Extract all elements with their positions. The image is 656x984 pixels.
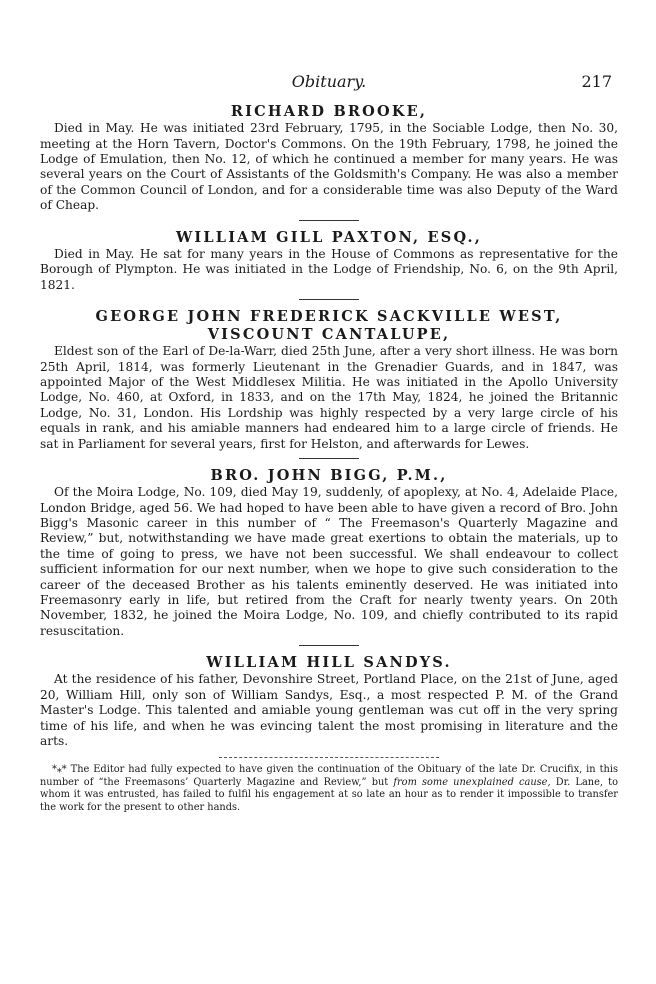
section-divider bbox=[299, 299, 359, 300]
obituary-entry-cantalupe bbox=[40, 308, 618, 452]
entry-body: Of the Moira Lodge, No. 109, died May 19, suddenly, of apoplexy, at No. 4, Adelaide Place, London Bridge, aged 56. We had hoped to have been able to have given a record of Bro. John Bigg's Masonic career in this number of “ The Freemason's Quarterly Magazine and Review,” but, notwithstanding we have made great exertions to obtain the materials, up to the time of going to press, we have not been successful. We shall endeavour to collect sufficient information for our next number, when we hope to give such consideration to the career of the deceased Brother as his talents eminently deserved. He was initiated into Freemasonry early in life, but retired from the Craft for nearly twenty years. On 20th November, 1832, he joined the Moira Lodge, No. 109, and chiefly contributed to its rapid resuscitation. bbox=[40, 485, 618, 638]
obituary-entry-bigg bbox=[40, 467, 618, 639]
article-column bbox=[40, 103, 618, 814]
section-divider bbox=[299, 645, 359, 646]
entry-title: RICHARD BROOKE, bbox=[230, 103, 428, 120]
page-header bbox=[40, 72, 618, 92]
entry-body: Eldest son of the Earl of De-la-Warr, died 25th June, after a very short illness. He was born 25th April, 1814, was formerly Lieutenant in the Grenadier Guards, and in 1847, was appointed Major of the West Middlesex Militia. He was initiated in the Apollo University Lodge, No. 460, at Oxford, in 1833, and on the 17th May, 1824, he joined the Britannic Lodge, No. 31, London. His Lordship was highly respected by a very large circle of his equals in rank, and his amiable manners had endeared him to a large circle of friends. He sat in Parliament for several years, first for Helston, and afterwards for Lewes. bbox=[40, 344, 618, 451]
editor-note-italic: from some unexplained cause, bbox=[393, 776, 551, 788]
footnote-divider bbox=[219, 757, 439, 758]
obituary-entry-sandys bbox=[40, 654, 618, 749]
entry-title: WILLIAM HILL SANDYS. bbox=[206, 654, 452, 672]
running-title: Obituary. bbox=[291, 72, 367, 91]
entry-title: WILLIAM GILL PAXTON, ESQ., bbox=[175, 228, 483, 246]
entry-title: GEORGE JOHN FREDERICK SACKVILLE WEST, bbox=[95, 307, 563, 325]
entry-body: At the residence of his father, Devonshire Street, Portland Place, on the 21st of June, aged 20, William Hill, only son of William Sandys, Esq., a most respected P. M. of the Grand Master's Lodge. This talented and amiable young gentleman was cut off in the very spring time of his life, and when he was evincing talent the most promising in literature and the arts. bbox=[40, 672, 618, 748]
section-divider bbox=[299, 458, 359, 459]
section-divider bbox=[299, 220, 359, 221]
editor-note bbox=[40, 764, 618, 814]
entry-subtitle: VISCOUNT CANTALUPE, bbox=[207, 326, 451, 344]
obituary-entry-brooke bbox=[40, 103, 618, 214]
entry-body: Died in May. He sat for many years in the House of Commons as representative for the Borough of Plympton. He was initiated in the Lodge of Friendship, No. 6, on the 9th April, 1821. bbox=[40, 246, 618, 292]
editor-note-suffix: Dr. Lane, to whom it was entrusted, has failed to fulfil his engagement at so late an hour as to render it impossible to transfer the work for the present to other hands. bbox=[40, 776, 618, 813]
page-number: 217 bbox=[581, 72, 612, 91]
editor-note-prefix: *⁎* The Editor had fully expected to have given the continuation of the Obituary of the late Dr. Crucifix, in this number of “the Freemasons’ Quarterly Magazine and Review,” but bbox=[40, 764, 618, 788]
entry-title: BRO. JOHN BIGG, P.M., bbox=[210, 467, 448, 484]
entry-body: Died in May. He was initiated 23rd February, 1795, in the Sociable Lodge, then No. 30, meeting at the Horn Tavern, Doctor's Commons. On the 19th February, 1798, he joined the Lodge of Emulation, then No. 12, of which he continued a member for many years. He was several years on the Court of Assistants of the Goldsmith's Company. He was also a member of the Common Council of London, and for a considerable time was also Deputy of the Ward of Cheap. bbox=[40, 121, 618, 213]
obituary-entry-paxton bbox=[40, 229, 618, 293]
